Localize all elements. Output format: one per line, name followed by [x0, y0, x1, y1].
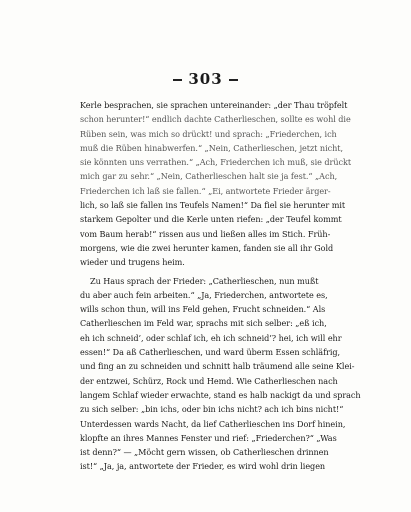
text-line: eh ich schneid’, oder schlaf ich, eh ich schneid’? hei, ich will ehr — [80, 332, 342, 343]
text-line: klopfte an ihres Mannes Fenster und rief: „Friederchen?“ „Was — [80, 432, 337, 443]
text-line: zu sich selber: „bin ichs, oder bin ichs nicht? ach ich bins nicht!“ — [80, 404, 344, 415]
page-number-value: 303 — [188, 70, 223, 88]
text-line: morgens, wie die zwei herunter kamen, fanden sie all ihr Gold — [80, 242, 334, 253]
body-text — [80, 98, 364, 474]
page-number-dash-right — [229, 79, 238, 81]
text-line: und fing an zu schneiden und schnitt halb träumend alle seine Klei- — [80, 361, 355, 372]
text-line: langem Schlaf wieder erwachte, stand es halb nackigt da und sprach — [80, 389, 361, 400]
text-line: Rüben sein, was mich so drückt! und sprach: „Friederchen, ich — [80, 128, 337, 139]
text-line: der entzwei, Schürz, Rock und Hemd. Wie Catherlieschen nach — [80, 375, 338, 386]
text-line: Zu Haus sprach der Frieder: „Catherlieschen, nun mußt — [90, 275, 319, 286]
text-line: sie könnten uns verrathen.“ „Ach, Friederchen ich muß, sie drückt — [80, 157, 352, 168]
text-line: lich, so laß sie fallen ins Teufels Namen!“ Da fiel sie herunter mit — [80, 200, 346, 211]
text-line: schon herunter!“ endlich dachte Catherlieschen, sollte es wohl die — [80, 114, 351, 125]
page-number-dash-left — [173, 79, 182, 81]
text-line: ist denn?“ — „Möcht gern wissen, ob Catherlieschen drinnen — [80, 447, 329, 458]
text-line: wieder und trugens heim. — [80, 257, 185, 268]
text-line: mich gar zu sehr.“ „Nein, Catherlieschen halt sie ja fest.“ „Ach, — [80, 171, 338, 182]
text-line: Unterdessen wards Nacht, da lief Catherlieschen ins Dorf hinein, — [80, 418, 346, 429]
text-line: Friederchen ich laß sie fallen.“ „Ei, antwortete Frieder ärger- — [80, 185, 331, 196]
text-line: ist!“ „Ja, ja, antwortete der Frieder, es wird wohl drin liegen — [80, 461, 326, 472]
text-line: essen!“ Da aß Catherlieschen, und ward überm Essen schläfrig, — [80, 347, 341, 358]
text-line: Kerle besprachen, sie sprachen untereinander: „der Thau tröpfelt — [80, 100, 348, 110]
text-line: wills schon thun, will ins Feld gehen, Frucht schneiden.“ Als — [80, 304, 326, 315]
text-line: Catherlieschen im Feld war, sprachs mit sich selber: „eß ich, — [80, 318, 327, 329]
text-line: du aber auch fein arbeiten.“ „Ja, Friederchen, antwortete es, — [80, 289, 328, 300]
text-line: vom Baum herab!“ rissen aus und ließen alles im Stich. Früh- — [80, 228, 331, 239]
text-line: starkem Gepolter und die Kerle unten riefen: „der Teufel kommt — [80, 214, 342, 225]
page-number — [0, 70, 411, 88]
text-line: muß die Rüben hinabwerfen.“ „Nein, Catherlieschen, jetzt nicht, — [80, 142, 343, 153]
